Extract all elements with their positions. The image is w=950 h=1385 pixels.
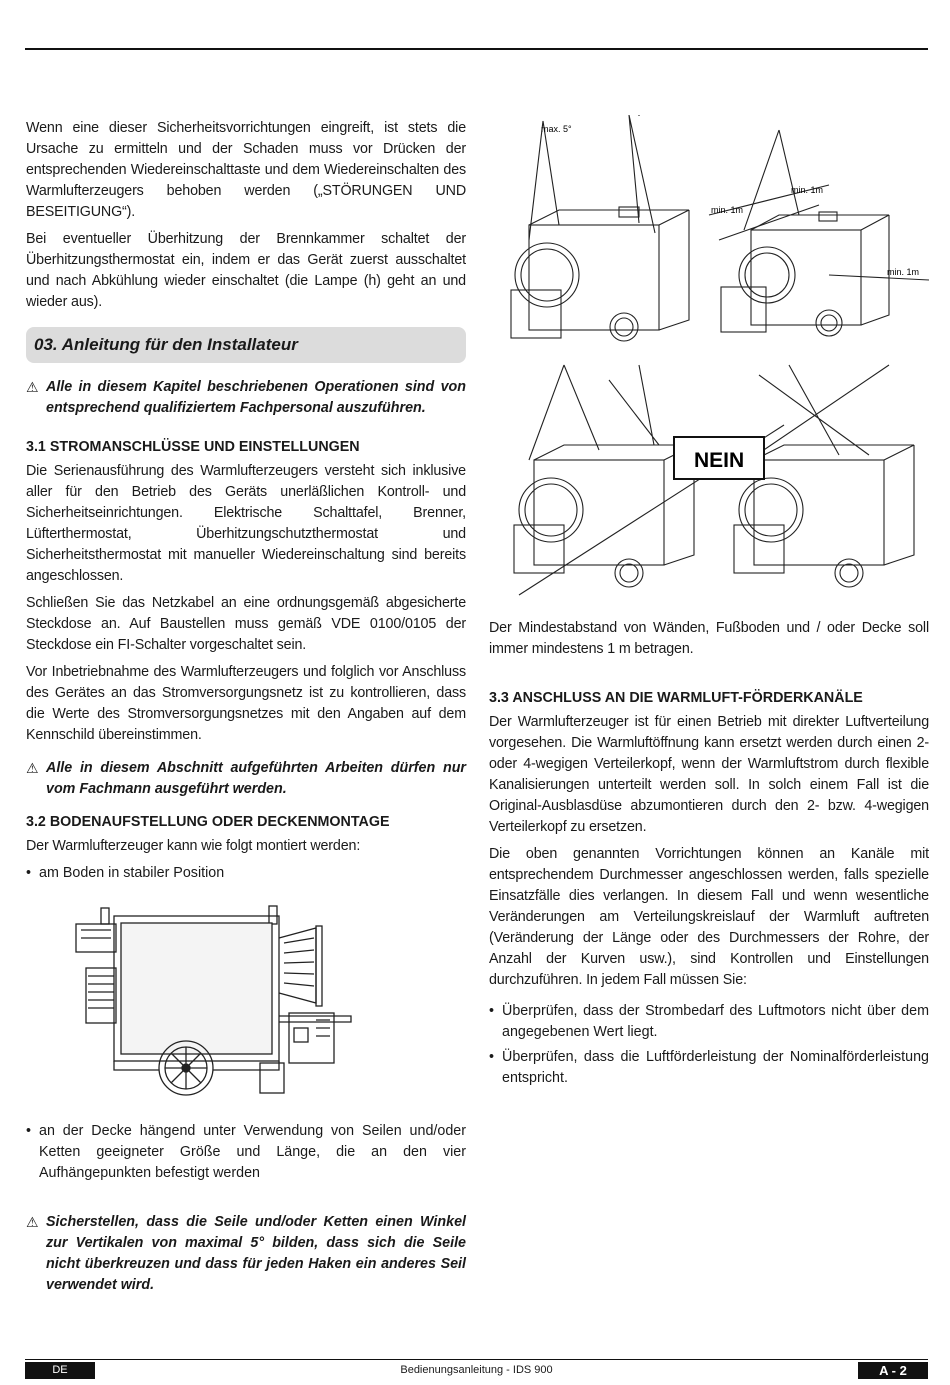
label-min-1m-left: min. 1m <box>711 205 744 215</box>
list-item <box>26 863 466 884</box>
heater-floor-illustration <box>26 898 466 1103</box>
heading-3-3: 3.3 ANSCHLUSS AN DIE WARMLUFT-FÖRDERKANÄLE <box>489 690 863 706</box>
section-heading-box <box>26 327 466 363</box>
figure-caption: Der Mindestabstand von Wänden, Fußboden und / oder Decke soll immer mindestens 1 m betragen. <box>489 620 929 657</box>
warning-note-2 <box>26 758 466 800</box>
list-item <box>26 1121 466 1184</box>
bullet-text-4: Überprüfen, dass die Luftförderleistung der Nominalförderleistung entspricht. <box>502 1049 929 1086</box>
paragraph-3-1-b: Schließen Sie das Netzkabel an eine ordnungsgemäß abgesicherte Steckdose an. Auf Baustellen muss gemäß VDE 0100/0105 der Steckdose ein FI-Schalter vorgeschaltet sein. <box>26 595 466 653</box>
warning-text-2: Alle in diesem Abschnitt aufgeführten Arbeiten dürfen nur vom Fachmann ausgeführt werden. <box>46 760 466 797</box>
paragraph-3-3-b: Die oben genannten Vorrichtungen können an Kanäle mit entsprechendem Durchmesser angeschlossen werden, falls spezielle Einsatzfälle dies verlangen. In diesem Fall und wenn wesentliche Veränderungen am Verteilungskreislauf der Warmluft auftreten (Veränderung der Länge oder des Durchmessers der Rohre, der Anzahl der Kurven usw.), sind Kontrollen und Einstellungen durchzuführen. In jedem Fall müssen Sie: <box>489 846 929 988</box>
warning-text-1: Alle in diesem Kapitel beschriebenen Operationen sind von entsprechend qualifiziertem Fachpersonal auszuführen. <box>46 379 466 416</box>
right-column <box>489 618 929 1093</box>
bullet-icon: • <box>26 1123 32 1139</box>
list-item <box>489 1047 929 1089</box>
paragraph-3-1-c: Vor Inbetriebnahme des Warmlufterzeugers und folglich vor Anschluss des Gerätes an das Stromversorgungsnetz ist zu kontrollieren, dass die Werte des Stromversorgungsnetzes mit den Angaben auf dem Kennschild übereinstimmen. <box>26 664 466 743</box>
warning-text-3: Sicherstellen, dass die Seile und/oder Ketten einen Winkel zur Vertikalen von maximal 5° bilden, dass sich die Seile nicht überkreuzen und dass für jeden Haken ein anderes Seil verwendet wird. <box>46 1214 466 1293</box>
paragraph-3-1-a: Die Serienausführung des Warmlufterzeugers versteht sich inklusive aller für den Betrieb des Geräts unerläßlichen Kontroll- und Sicherheitseinrichtungen. Elektrische Schalttafel, Brenner, Lüfterthermostat, Überhitzungschutzthermostat und Sicherheitsthermostat mit manueller Wiedereinschaltung sind bereits angeschlossen. <box>26 463 466 584</box>
intro-paragraph-1: Wenn eine dieser Sicherheitsvorrichtungen eingreift, ist stets die Ursache zu ermitteln und der Schaden muss vor Drücken der entsprechenden Wiedereinschalttaste und dem Wiedereinschalten des Warmlufterzeugers behoben werden („STÖRUNGEN UND BESEITIGUNG“). <box>26 120 466 220</box>
bullet-icon: • <box>489 1003 495 1019</box>
warning-triangle-icon: ⚠ <box>26 379 39 395</box>
bullet-text-2: an der Decke hängend unter Verwendung von Seilen und/oder Ketten geeigneter Größe und Länge, die an den vier Aufhängepunkten befestigt werden <box>39 1123 466 1181</box>
left-column <box>26 118 466 1308</box>
label-min-1m-right: min. 1m <box>887 267 920 277</box>
footer-page-number: A - 2 <box>858 1362 928 1379</box>
footer-title: Bedienungsanleitung - IDS 900 <box>400 1364 553 1376</box>
label-min-1m-top: min. 1m <box>791 185 824 195</box>
warning-triangle-icon: ⚠ <box>26 1214 39 1230</box>
intro-paragraph-2: Bei eventueller Überhitzung der Brennkammer schaltet der Überhitzungsthermostat ein, indem er das Gerät zuerst ausschaltet und nach Abkühlung wieder einschaltet (die Lampe (h) geht an und wieder aus). <box>26 231 466 310</box>
heading-3-2: 3.2 BODENAUFSTELLUNG ODER DECKENMONTAGE <box>26 814 390 830</box>
warning-note-3 <box>26 1212 466 1296</box>
warning-note-1 <box>26 377 466 419</box>
section-title: 03. Anleitung für den Installateur <box>34 335 298 354</box>
bullet-text-3: Überprüfen, dass der Strombedarf des Luftmotors nicht über dem angegebenen Wert liegt. <box>502 1003 929 1040</box>
paragraph-3-3-a: Der Warmlufterzeuger ist für einen Betrieb mit direkter Luftverteilung vorgesehen. Die Warmluftöffnung kann ersetzt werden durch einen 2- oder 4-wegigen Verteilerkopf, wenn der Warmluftstrom durch flexible Kanalisierungen unterteilt werden soll. In solch einem Fall ist die Original-Ausblasdüse abzumontieren durch den 2- bzw. 4-wegigen Verteilerkopf zu ersetzen. <box>489 714 929 835</box>
bullet-text-1: am Boden in stabiler Position <box>39 865 225 881</box>
bullet-icon: • <box>489 1049 495 1065</box>
list-item <box>489 1001 929 1043</box>
header-rule <box>25 48 928 50</box>
mounting-clearance-illustration <box>489 115 929 605</box>
page-footer <box>25 1359 928 1379</box>
label-nein: NEIN <box>694 449 745 472</box>
paragraph-3-2-a: Der Warmlufterzeuger kann wie folgt montiert werden: <box>26 838 361 854</box>
footer-language: DE <box>25 1362 95 1379</box>
heading-3-1: 3.1 STROMANSCHLÜSSE UND EINSTELLUNGEN <box>26 439 360 455</box>
warning-triangle-icon: ⚠ <box>26 760 39 776</box>
label-max-5: max. 5° <box>541 124 572 134</box>
bullet-icon: • <box>26 865 32 881</box>
